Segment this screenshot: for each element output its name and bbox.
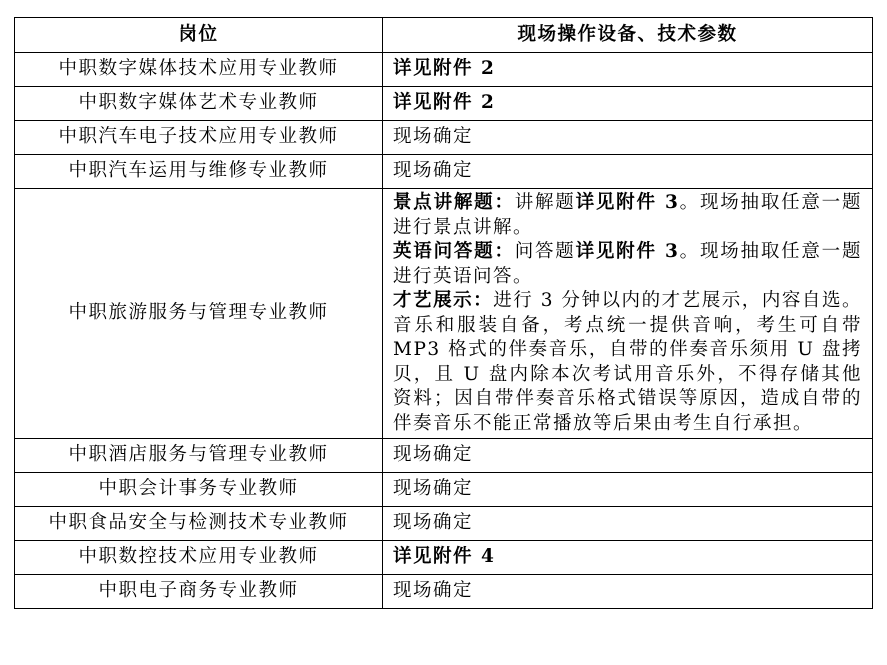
param-cell: 现场确定	[383, 473, 873, 507]
post-cell: 中职旅游服务与管理专业教师	[15, 189, 383, 439]
table-row	[15, 121, 873, 155]
segment-ref: 详见附件 3	[575, 192, 680, 213]
param-cell: 现场确定	[383, 507, 873, 541]
post-cell: 中职汽车电子技术应用专业教师	[15, 121, 383, 155]
segment-text: 。现场抽取任意一题进行景点讲解。	[393, 192, 862, 238]
segment-label: 景点讲解题：	[393, 192, 515, 213]
table-header-row	[15, 18, 873, 53]
param-cell: 详见附件 2	[383, 53, 873, 87]
english-qa-paragraph	[393, 240, 862, 289]
segment-ref: 详见附件 3	[575, 241, 680, 262]
param-cell: 现场确定	[383, 575, 873, 609]
post-cell: 中职酒店服务与管理专业教师	[15, 439, 383, 473]
segment-label: 才艺展示：	[393, 290, 494, 311]
segment-text: 。现场抽取任意一题进行英语问答。	[393, 241, 862, 287]
post-cell: 中职数字媒体技术应用专业教师	[15, 53, 383, 87]
table-row	[15, 155, 873, 189]
talent-show-paragraph	[393, 289, 862, 436]
param-cell: 详见附件 4	[383, 541, 873, 575]
param-cell: 现场确定	[383, 439, 873, 473]
segment-label: 英语问答题：	[393, 241, 515, 262]
segment-text: 讲解题	[514, 192, 576, 213]
post-cell: 中职食品安全与检测技术专业教师	[15, 507, 383, 541]
post-cell: 中职数字媒体艺术专业教师	[15, 87, 383, 121]
table-row	[15, 541, 873, 575]
segment-text: 进行 3 分钟以内的才艺展示，内容自选。音乐和服装自备，考点统一提供音响，考生可自带 MP3 格式的伴奏音乐，自带的伴奏音乐须用 U 盘拷贝，且 U 盘内除本次考试用音乐外，不得存储其他资料；因自带伴奏音乐格式错误等原因，造成自带的伴奏音乐不能正常播放等后果由考生自行承担。	[393, 290, 862, 434]
param-cell	[383, 189, 873, 439]
exam-equipment-table	[14, 17, 873, 609]
table-row	[15, 53, 873, 87]
table-row	[15, 473, 873, 507]
param-cell: 现场确定	[383, 155, 873, 189]
post-cell: 中职电子商务专业教师	[15, 575, 383, 609]
post-cell: 中职会计事务专业教师	[15, 473, 383, 507]
param-cell: 详见附件 2	[383, 87, 873, 121]
post-cell: 中职汽车运用与维修专业教师	[15, 155, 383, 189]
post-cell: 中职数控技术应用专业教师	[15, 541, 383, 575]
table-row	[15, 87, 873, 121]
header-params: 现场操作设备、技术参数	[383, 18, 873, 53]
param-cell: 现场确定	[383, 121, 873, 155]
table-row	[15, 575, 873, 609]
table-row	[15, 189, 873, 439]
scenic-explanation-paragraph	[393, 191, 862, 240]
segment-text: 问答题	[514, 241, 576, 262]
header-post: 岗位	[15, 18, 383, 53]
table-row	[15, 439, 873, 473]
table-row	[15, 507, 873, 541]
